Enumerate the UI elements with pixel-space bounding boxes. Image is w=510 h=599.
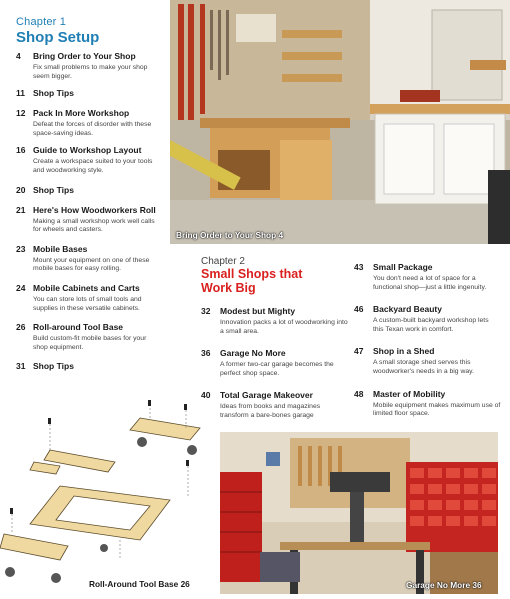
entry-title: Garage No More (220, 348, 286, 359)
entry-title: Modest but Mighty (220, 306, 296, 316)
entry-description: You don't need a lot of space for a functional shop—just a little ingenuity. (373, 275, 487, 291)
entry-description: Mount your equipment on one of these mobile bases for easy rolling. (33, 256, 150, 273)
entry-description: A small storage shed serves this woodworker's needs in a big way. (373, 359, 474, 375)
page-number: 31 (16, 361, 26, 372)
toc-entry[interactable] (16, 244, 168, 274)
toc-entry[interactable] (354, 346, 504, 376)
page-number: 36 (201, 348, 211, 359)
chapter1-contents (16, 51, 168, 372)
toc-entry[interactable] (16, 145, 168, 175)
page-number: 26 (16, 322, 26, 333)
entry-title: Pack In More Workshop (33, 108, 130, 119)
entry-description: Fix small problems to make your shop seem bigger. (33, 64, 148, 80)
entry-description: You can store lots of small tools and supplies in these versatile cabinets. (33, 295, 142, 312)
toc-entry[interactable] (354, 262, 504, 292)
toc-entry[interactable] (201, 348, 351, 378)
page-number: 23 (16, 243, 26, 254)
tool-base-drawing-image (0, 400, 220, 599)
toc-entry[interactable] (16, 283, 168, 313)
page-number: 46 (354, 304, 364, 315)
toc-entry[interactable] (201, 390, 351, 420)
entry-description: Ideas from books and magazines transform a bare-bones garage (220, 403, 321, 419)
chapter2-label: Chapter 2 (201, 256, 245, 267)
entry-title: Shop in a Shed (373, 346, 435, 357)
entry-description: Build custom-fit mobile bases for your shop equipment. (33, 335, 147, 351)
toc-entry[interactable] (16, 361, 168, 372)
garage-photo (220, 432, 498, 594)
toc-entry[interactable] (201, 306, 351, 336)
chapter2-contents-col2 (354, 262, 504, 419)
entry-description: A custom-built backyard workshop lets this Texan work in comfort. (373, 317, 489, 333)
entry-description: Mobile equipment makes maximum use of limited floor space. (373, 401, 501, 418)
toc-entry[interactable] (16, 205, 168, 235)
entry-title: Mobile Cabinets and Carts (33, 282, 140, 293)
page-number: 21 (16, 204, 26, 215)
chapter2-title: Small Shops that Work Big (201, 267, 303, 295)
entry-title: Small Package (373, 262, 433, 272)
entry-description: Innovation packs a lot of woodworking into a small area. (220, 319, 348, 335)
toc-entry[interactable] (16, 108, 168, 138)
page-number: 12 (16, 108, 26, 119)
page-number: 43 (354, 262, 364, 272)
toc-entry[interactable] (16, 322, 168, 352)
entry-title: Shop Tips (33, 184, 74, 195)
page-number: 40 (201, 390, 211, 401)
toc-entry[interactable] (16, 88, 168, 99)
page-number: 11 (16, 88, 25, 99)
entry-description: Create a workspace suited to your tools and woodworking style. (33, 158, 153, 174)
chapter1-label: Chapter 1 (16, 16, 67, 28)
garage-photo-caption: Garage No More 36 (406, 580, 482, 590)
drawing-caption: Roll-Around Tool Base 26 (89, 579, 190, 589)
entry-description: Defeat the forces of disorder with these space-saving ideas. (33, 121, 152, 137)
entry-title: Mobile Bases (33, 243, 88, 254)
main-photo-caption: Bring Order to Your Shop 4 (176, 230, 284, 240)
entry-title: Bring Order to Your Shop (33, 51, 136, 61)
entry-title: Guide to Workshop Layout (33, 145, 142, 156)
entry-title: Here's How Woodworkers Roll (33, 204, 156, 215)
chapter2-contents-col1 (201, 306, 351, 421)
entry-title: Backyard Beauty (373, 304, 442, 315)
chapter1-title: Shop Setup (16, 29, 100, 46)
entry-description: Making a small workshop work well calls for wheels and casters. (33, 217, 155, 234)
entry-description: A former two-car garage becomes the perfect shop space. (220, 361, 334, 377)
entry-title: Master of Mobility (373, 388, 446, 399)
entry-title: Shop Tips (33, 88, 74, 99)
page-number: 20 (16, 184, 26, 195)
garage-photo-image (220, 432, 498, 594)
workshop-photo (170, 0, 510, 244)
toc-entry[interactable] (354, 304, 504, 334)
page-number: 32 (201, 306, 211, 316)
page-number: 48 (354, 388, 364, 399)
page-number: 24 (16, 282, 26, 293)
toc-entry[interactable] (16, 51, 168, 81)
page-number: 16 (16, 145, 26, 156)
entry-title: Roll-around Tool Base (33, 322, 124, 333)
toc-entry[interactable] (354, 389, 504, 419)
workshop-photo-image (170, 0, 510, 244)
tool-base-drawing (0, 400, 220, 599)
toc-entry[interactable] (16, 185, 168, 196)
entry-title: Shop Tips (33, 361, 74, 372)
entry-title: Total Garage Makeover (220, 390, 313, 401)
page-number: 4 (16, 51, 21, 61)
page-number: 47 (354, 346, 364, 357)
